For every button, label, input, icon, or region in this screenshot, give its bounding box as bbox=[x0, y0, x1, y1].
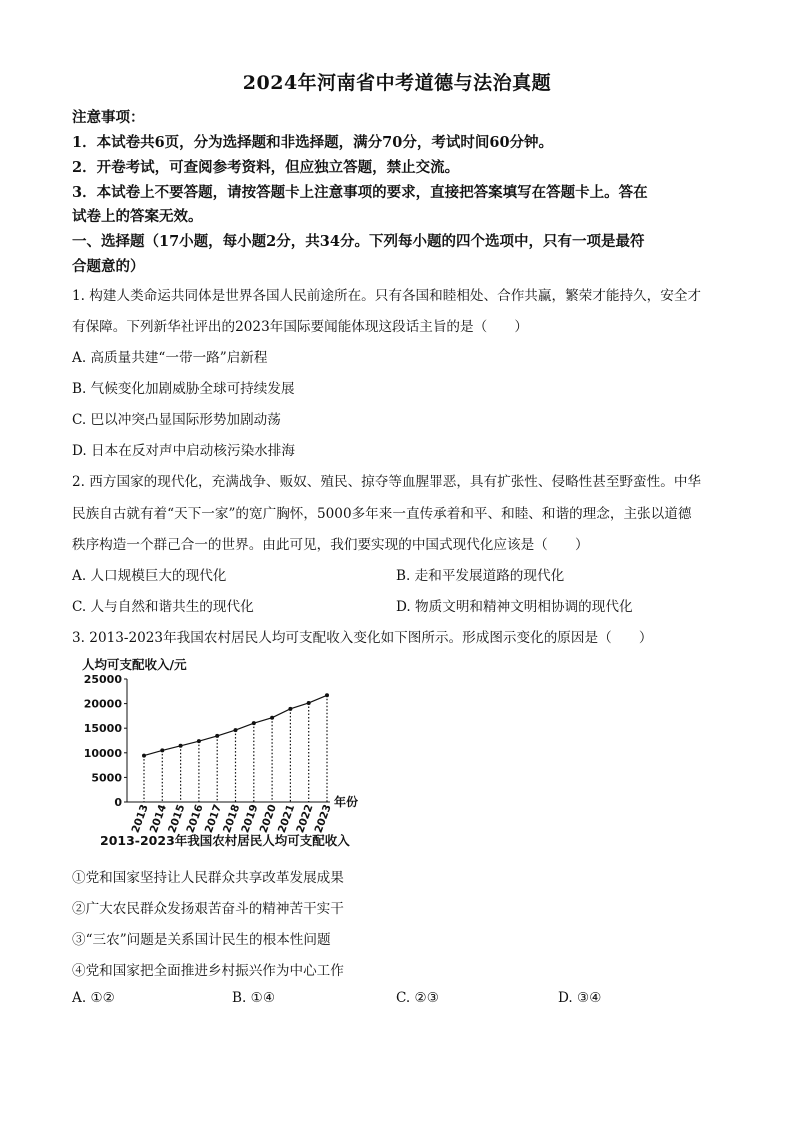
chart-y-axis-label: 人均可支配收入/元 bbox=[82, 657, 187, 672]
chart-x-tick-label: 2022 bbox=[294, 802, 316, 835]
q2-option-c: C. 人与自然和谐共生的现代化 bbox=[72, 599, 254, 615]
q1-stem-line-2: 有保障。下列新华社评出的2023年国际要闻能体现这段话主旨的是（ ） bbox=[72, 319, 528, 335]
chart-data-point bbox=[215, 734, 219, 738]
chart-data-point bbox=[179, 744, 183, 748]
chart-data-point bbox=[160, 748, 164, 752]
note-item-1: 1．本试卷共6页，分为选择题和非选择题，满分70分，考试时间60分钟。 bbox=[72, 134, 554, 151]
chart-x-ticks bbox=[130, 803, 334, 835]
q3-statement-4: ④党和国家把全面推进乡村振兴作为中心工作 bbox=[72, 963, 344, 979]
chart-x-tick-label: 2016 bbox=[184, 802, 206, 835]
chart-y-tick-label: 5000 bbox=[91, 771, 122, 785]
chart-x-tick-label: 2021 bbox=[275, 802, 298, 835]
chart-data-point bbox=[307, 701, 311, 705]
notes-heading: 注意事项： bbox=[72, 109, 145, 126]
income-line-chart bbox=[72, 652, 372, 852]
q1-stem-line-1: 1. 构建人类命运共同体是世界各国人民前途所在。只有各国和睦相处、合作共赢，繁荣才能持久，安全才 bbox=[72, 288, 702, 304]
chart-data-point bbox=[252, 721, 256, 725]
chart-y-tick-label: 0 bbox=[114, 796, 122, 809]
q3-option-c: C. ②③ bbox=[396, 990, 439, 1006]
chart-caption: 2013-2023年我国农村居民人均可支配收入 bbox=[100, 833, 350, 848]
q2-option-a: A. 人口规模巨大的现代化 bbox=[72, 568, 227, 584]
q3-statement-2: ②广大农民群众发扬艰苦奋斗的精神苦干实干 bbox=[72, 901, 344, 917]
note-item-2: 2．开卷考试，可查阅参考资料，但应独立答题，禁止交流。 bbox=[72, 159, 460, 176]
chart-x-tick-label: 2023 bbox=[312, 802, 334, 835]
q3-statement-3: ③“三农”问题是关系国计民生的根本性问题 bbox=[72, 932, 331, 948]
chart-y-tick-label: 10000 bbox=[83, 746, 122, 760]
note-item-3: 3．本试卷上不要答题，请按答题卡上注意事项的要求，直接把答案填写在答题卡上。答在 bbox=[72, 184, 648, 201]
chart-x-tick-label: 2015 bbox=[166, 802, 188, 835]
q3-stem: 3. 2013-2023年我国农村居民人均可支配收入变化如下图所示。形成图示变化的原因是（ ） bbox=[72, 630, 653, 646]
chart-x-tick-label: 2020 bbox=[257, 802, 279, 835]
page-title: 2024年河南省中考道德与法治真题 bbox=[242, 72, 552, 94]
chart-y-tick-label: 20000 bbox=[83, 697, 122, 711]
chart-data-point bbox=[325, 693, 329, 697]
chart-data-point bbox=[142, 754, 146, 758]
chart-x-tick-label: 2013 bbox=[129, 802, 151, 835]
section-heading: 一、选择题（17小题，每小题2分，共34分。下列每小题的四个选项中，只有一项是最符 bbox=[72, 233, 645, 250]
chart-series-line bbox=[144, 695, 327, 755]
q3-option-a: A. ①② bbox=[72, 990, 115, 1006]
section-heading-cont: 合题意的） bbox=[72, 258, 145, 275]
chart-x-tick-label: 2018 bbox=[221, 802, 243, 835]
chart-x-axis-label: 年份 bbox=[334, 795, 359, 809]
q3-statement-1: ①党和国家坚持让人民群众共享改革发展成果 bbox=[72, 870, 344, 886]
q1-option-a: A. 高质量共建“一带一路”启新程 bbox=[72, 350, 268, 366]
chart-x-tick-label: 2014 bbox=[147, 802, 170, 835]
chart-data-point bbox=[288, 707, 292, 711]
chart-data-point bbox=[270, 716, 274, 720]
q2-option-d: D. 物质文明和精神文明相协调的现代化 bbox=[396, 599, 633, 615]
q2-option-b: B. 走和平发展道路的现代化 bbox=[396, 568, 565, 584]
note-item-3-cont: 试卷上的答案无效。 bbox=[72, 208, 203, 225]
q1-option-d: D. 日本在反对声中启动核污染水排海 bbox=[72, 443, 295, 459]
income-chart bbox=[72, 652, 372, 852]
q1-option-c: C. 巴以冲突凸显国际形势加剧动荡 bbox=[72, 412, 281, 428]
q3-option-b: B. ①④ bbox=[232, 990, 276, 1006]
q2-stem-line-1: 2. 西方国家的现代化，充满战争、贩奴、殖民、掠夺等血腥罪恶，具有扩张性、侵略性甚至野蛮性。中华 bbox=[72, 474, 702, 490]
chart-y-tick-label: 15000 bbox=[83, 722, 122, 736]
q3-option-d: D. ③④ bbox=[558, 990, 602, 1006]
chart-data-point bbox=[234, 728, 238, 732]
chart-y-ticks bbox=[84, 673, 127, 809]
q2-stem-line-2: 民族自古就有着“天下一家”的宽广胸怀，5000多年来一直传承着和平、和睦、和谐的理念，主张以道德 bbox=[72, 506, 692, 522]
chart-data-point bbox=[197, 739, 201, 743]
chart-x-tick-label: 2019 bbox=[239, 802, 261, 835]
q2-stem-line-3: 秩序构造一个群己合一的世界。由此可见，我们要实现的中国式现代化应该是（ ） bbox=[72, 537, 589, 553]
chart-x-tick-label: 2017 bbox=[202, 802, 225, 835]
q1-option-b: B. 气候变化加剧威胁全球可持续发展 bbox=[72, 381, 295, 397]
chart-y-tick-label: 25000 bbox=[83, 673, 122, 686]
chart-axes bbox=[127, 679, 330, 802]
